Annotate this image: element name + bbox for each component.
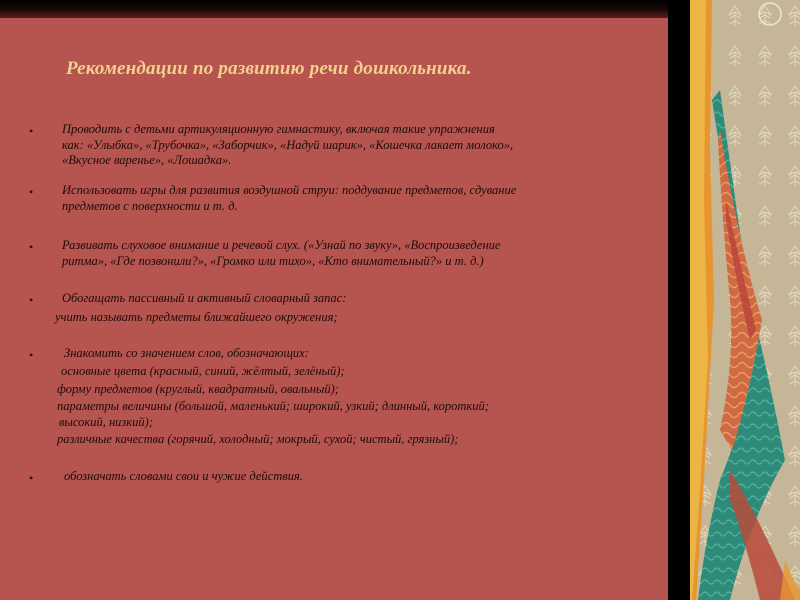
recommendation-4-sub-line-1: учить называть предметы ближайшего окружения;: [55, 310, 338, 324]
recommendation-4: [62, 291, 652, 307]
recommendation-5-detail-4: высокий, низкий);: [59, 414, 153, 429]
recommendation-5-detail-1: основные цвета (красный, синий, жёлтый, зелёный);: [61, 364, 345, 378]
bullet-6: •: [29, 471, 34, 485]
decorative-panel: [690, 0, 800, 600]
recommendation-6: [64, 469, 654, 485]
recommendation-2-line-1: Использовать игры для развития воздушной струи: поддувание предметов, сдувание: [62, 183, 517, 197]
recommendation-1-line-2: как: «Улыбка», «Трубочка», «Заборчик», «Надуй шарик», «Кошечка лакает молоко»,: [62, 137, 514, 152]
recommendation-6-line-1: обозначать словами свои и чужие действия.: [64, 469, 303, 483]
recommendation-1-line-1: Проводить с детьми артикуляционную гимнастику, включая такие упражнения: [62, 122, 495, 136]
recommendation-3-line-1: Развивать слуховое внимание и речевой слух. («Узнай по звуку», «Воспроизведение: [62, 238, 501, 252]
recommendation-5-detail-5: различные качества (горячий, холодный; мокрый, сухой; чистый, грязный);: [57, 432, 459, 446]
recommendation-5: [64, 346, 654, 362]
bullet-5: •: [29, 348, 34, 362]
recommendation-4-sub: [55, 310, 645, 326]
recommendation-5-detail-2: форму предметов (круглый, квадратный, овальный);: [57, 381, 339, 396]
slide-background: [0, 18, 668, 600]
recommendation-5-detail-3: параметры величины (большой, маленький; широкий, узкий; длинный, короткий;: [57, 399, 489, 413]
decorative-drapery-image: [690, 0, 800, 600]
slide-top-shadow: [0, 0, 668, 18]
recommendation-5-line-1: Знакомить со значением слов, обозначающих:: [64, 346, 309, 360]
bullet-1: •: [29, 124, 34, 138]
slide-title: Рекомендации по развитию речи дошкольника.: [66, 58, 472, 79]
slide-divider: [668, 0, 690, 600]
recommendation-5-details: [57, 364, 647, 448]
recommendation-3-line-2: ритма», «Где позвонили?», «Громко или тихо», «Кто внимательный?» и т. д.): [62, 253, 484, 268]
recommendation-1: [62, 122, 652, 169]
recommendation-1-line-3: «Вкусное варенье», «Лошадка».: [62, 153, 232, 167]
recommendation-4-line-1: Обогащать пассивный и активный словарный запас:: [62, 291, 347, 305]
bullet-2: •: [29, 185, 34, 199]
bullet-3: •: [29, 240, 34, 254]
recommendation-3: [62, 238, 652, 269]
recommendation-2: [62, 183, 652, 214]
bullet-4: •: [29, 293, 34, 307]
recommendation-2-line-2: предметов с поверхности и т. д.: [62, 198, 238, 213]
